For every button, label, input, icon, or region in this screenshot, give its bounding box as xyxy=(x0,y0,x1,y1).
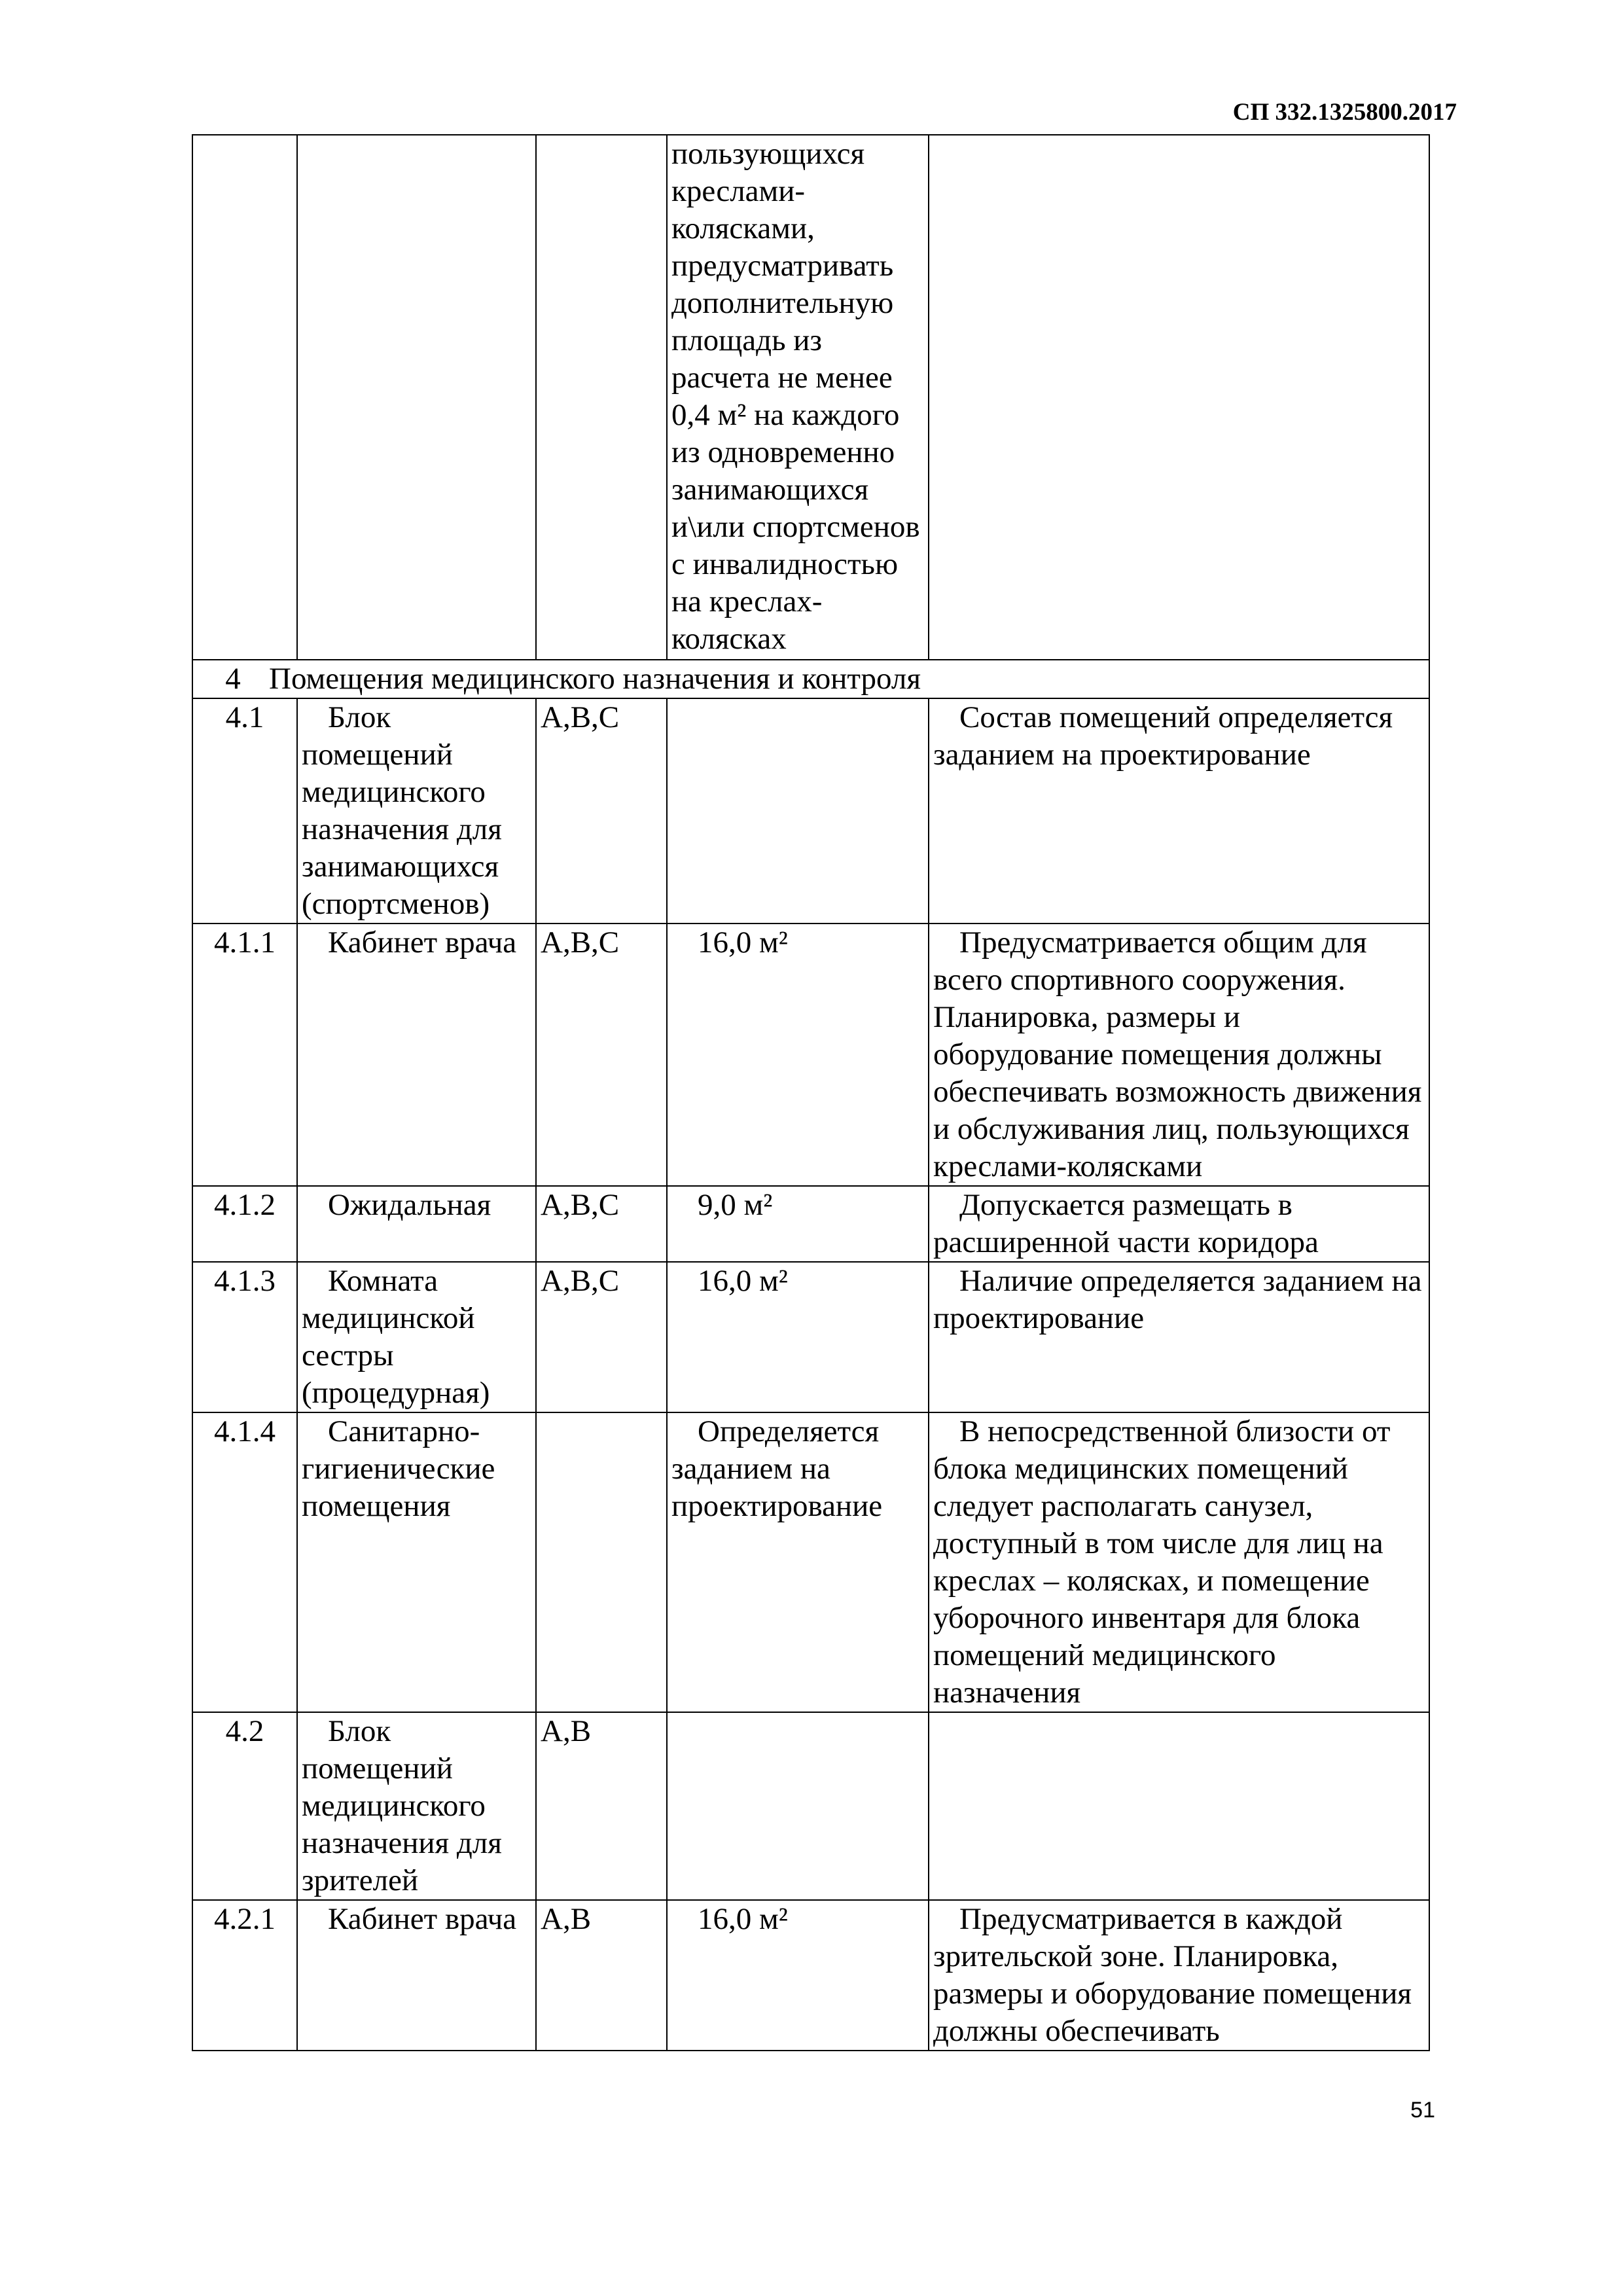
cell-name xyxy=(297,135,536,660)
cell-groups xyxy=(536,135,667,660)
cell-remarks: Состав помещений определяется заданием на проектирование xyxy=(929,698,1429,924)
cell-name: Кабинет врача xyxy=(297,1900,536,2051)
section-number: 4 xyxy=(225,662,241,696)
cell-num: 4.2 xyxy=(192,1712,297,1900)
cell-num: 4.1.2 xyxy=(192,1186,297,1262)
table-row xyxy=(192,1186,1429,1262)
cell-groups: А,В xyxy=(536,1900,667,2051)
table-row xyxy=(192,1412,1429,1712)
cell-groups: А,В,С xyxy=(536,1262,667,1412)
cell-remarks xyxy=(929,135,1429,660)
cell-num xyxy=(192,135,297,660)
cell-area: 9,0 м² xyxy=(667,1186,929,1262)
cell-name: Кабинет врача xyxy=(297,924,536,1186)
cell-area: пользующихся креслами-колясками, предусматривать дополнительную площадь из расчета не менее 0,4 м² на каждого из одновременно занимающихся и\или спортсменов с инвалидностью на креслах-колясках xyxy=(667,135,929,660)
cell-name: Санитарно-гигиенические помещения xyxy=(297,1412,536,1712)
cell-area: 16,0 м² xyxy=(667,1262,929,1412)
cell-area xyxy=(667,698,929,924)
cell-area: 16,0 м² xyxy=(667,924,929,1186)
cell-area xyxy=(667,1712,929,1900)
cell-name: Комната медицинской сестры (процедурная) xyxy=(297,1262,536,1412)
cell-num: 4.1.3 xyxy=(192,1262,297,1412)
cell-num: 4.1.4 xyxy=(192,1412,297,1712)
cell-num: 4.1 xyxy=(192,698,297,924)
cell-area: 16,0 м² xyxy=(667,1900,929,2051)
cell-remarks: Предусматривается в каждой зрительской зоне. Планировка, размеры и оборудование помещения должны обеспечивать xyxy=(929,1900,1429,2051)
section-heading xyxy=(192,660,1429,698)
cell-groups: А,В xyxy=(536,1712,667,1900)
cell-area: Определяется заданием на проектирование xyxy=(667,1412,929,1712)
requirements-table xyxy=(192,134,1430,2051)
cell-num: 4.1.1 xyxy=(192,924,297,1186)
table-row xyxy=(192,1900,1429,2051)
section-title: Помещения медицинского назначения и контроля xyxy=(269,662,921,696)
table-row xyxy=(192,698,1429,924)
table-row-continuation xyxy=(192,135,1429,660)
cell-num: 4.2.1 xyxy=(192,1900,297,2051)
cell-groups: А,В,С xyxy=(536,1186,667,1262)
cell-name: Ожидальная xyxy=(297,1186,536,1262)
cell-groups xyxy=(536,1412,667,1712)
page-number: 51 xyxy=(1410,2098,1435,2123)
cell-groups: А,В,С xyxy=(536,698,667,924)
cell-remarks: Наличие определяется заданием на проектирование xyxy=(929,1262,1429,1412)
section-row xyxy=(192,660,1429,698)
cell-name: Блок помещений медицинского назначения для зрителей xyxy=(297,1712,536,1900)
cell-remarks: Допускается размещать в расширенной части коридора xyxy=(929,1186,1429,1262)
table-row xyxy=(192,924,1429,1186)
table-row xyxy=(192,1712,1429,1900)
cell-remarks: Предусматривается общим для всего спортивного сооружения. Планировка, размеры и оборудование помещения должны обеспечивать возможность движения и обслуживания лиц, пользующихся креслами-колясками xyxy=(929,924,1429,1186)
cell-remarks: В непосредственной близости от блока медицинских помещений следует располагать санузел, доступный в том числе для лиц на креслах – колясках, и помещение уборочного инвентаря для блока помещений медицинского назначения xyxy=(929,1412,1429,1712)
document-code: СП 332.1325800.2017 xyxy=(1232,99,1457,126)
table-row xyxy=(192,1262,1429,1412)
cell-name: Блок помещений медицинского назначения для занимающихся (спортсменов) xyxy=(297,698,536,924)
cell-groups: А,В,С xyxy=(536,924,667,1186)
cell-remarks xyxy=(929,1712,1429,1900)
